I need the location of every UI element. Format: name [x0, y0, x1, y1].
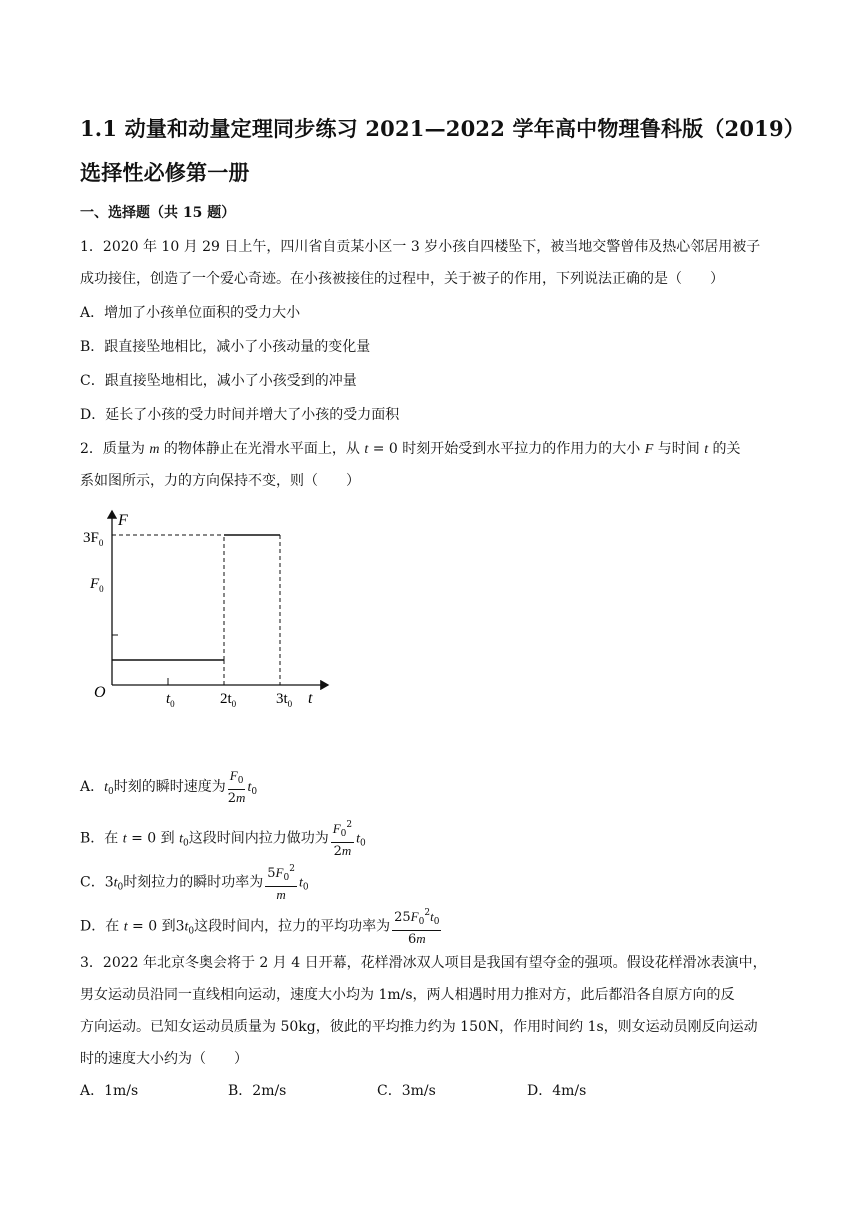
document-title-line2: 选择性必修第一册 — [80, 160, 250, 185]
q3-option-b: B．2m/s — [228, 1083, 287, 1099]
q3-stem-line1: 3．2022 年北京冬奥会将于 2 月 4 日开幕，花样滑冰双人项目是我国有望夺金的强项。假设花样滑冰表演中， — [80, 955, 767, 971]
q1-option-d: D．延长了小孩的受力时间并增大了小孩的受力面积 — [80, 407, 400, 423]
y-tick-f0: $F_0$ — [90, 576, 104, 594]
q3-stem-line3: 方向运动。已知女运动员质量为 50kg，彼此的平均推力约为 150N，作用时间约 1s，则女运动员刚反向运动 — [80, 1019, 758, 1035]
q1-option-b: B．跟直接坠地相比，减小了小孩动量的变化量 — [80, 339, 371, 355]
q3-option-c: C．3m/s — [377, 1083, 436, 1099]
document-title-line1: 1.1 动量和动量定理同步练习 2021—2022 学年高中物理鲁科版（2019） — [80, 116, 806, 141]
q2-option-b: B．在 t = 0 到 $t_0$这段时间内拉力做功为 $\frac{F_0^2}{2m}$ $t_0$ — [80, 820, 366, 859]
q3-option-a: A．1m/s — [80, 1083, 139, 1099]
q3-stem-line4: 时的速度大小约为（ ） — [80, 1051, 248, 1067]
y-tick-3f0: $3F_0$ — [83, 530, 104, 548]
y-axis-label: F — [118, 512, 128, 529]
q2-option-d: D．在 t = 0 到$3t_0$这段时间内，拉力的平均功率为 $\frac{25F_0^2t_0}{6m}$ — [80, 908, 440, 947]
q2-option-c: C．$3t_0$时刻拉力的瞬时功率为 $\frac{5F_0^2}{m}$ $t_0$ — [80, 864, 309, 902]
force-time-graph — [80, 505, 340, 720]
origin-label: O — [94, 684, 106, 701]
q2-stem-line2: 系如图所示，力的方向保持不变，则（ ） — [80, 473, 360, 489]
q2-stem-line1: 2．质量为 m 的物体静止在光滑水平面上，从 t = 0 时刻开始受到水平拉力的作用力的大小 F 与时间 t 的关 — [80, 441, 741, 457]
x-tick-t0-label: $t_0$ — [166, 691, 175, 709]
q1-option-a: A．增加了小孩单位面积的受力大小 — [80, 305, 301, 321]
q3-stem-line2: 男女运动员沿同一直线相向运动，速度大小均为 1m/s，两人相遇时用力推对方，此后都沿各自原方向的反 — [80, 987, 735, 1003]
x-axis-label: t — [308, 690, 313, 707]
q3-option-d: D．4m/s — [527, 1083, 587, 1099]
q2-option-a: A．$t_0$时刻的瞬时速度为 $\frac{F_0}{2m}$ $t_0$ — [80, 768, 258, 806]
section-heading: 一、选择题（共 15 题） — [80, 205, 236, 221]
q1-option-c: C．跟直接坠地相比，减小了小孩受到的冲量 — [80, 373, 357, 389]
q1-stem-line1: 1．2020 年 10 月 29 日上午，四川省自贡某小区一 3 岁小孩自四楼坠下，被当地交警曾伟及热心邻居用被子 — [80, 239, 761, 255]
q1-stem-line2: 成功接住，创造了一个爱心奇迹。在小孩被接住的过程中，关于被子的作用，下列说法正确的是（ ） — [80, 271, 724, 287]
x-tick-2t0-label: $2t_0$ — [220, 691, 237, 709]
x-tick-3t0-label: $3t_0$ — [276, 691, 293, 709]
